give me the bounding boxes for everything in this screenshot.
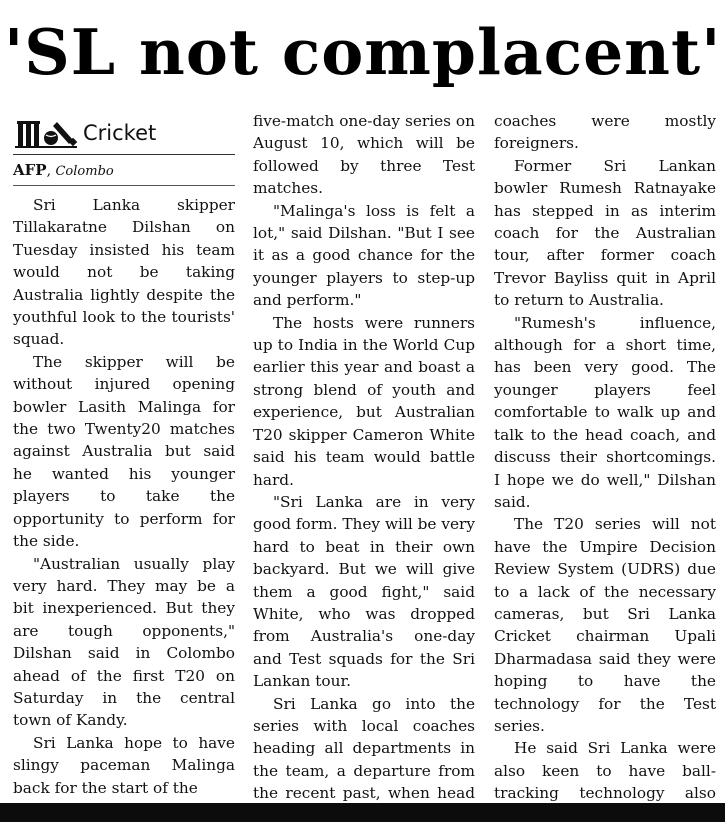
article-column-2 <box>253 110 475 802</box>
paragraph: The T20 series will not have the Umpire Decision Review System (UDRS) due to a lack of the necessary cameras, but Sri Lanka Cricket chairman Upali Dharmadasa said they were hoping to have the technology for the Test series. <box>494 515 716 735</box>
article-column-1 <box>13 110 235 802</box>
paragraph: The hosts were runners up to India in the World Cup earlier this year and boast a strong blend of youth and experience, but Australian T20 skipper Cameron White said his team would battle hard. <box>253 313 475 489</box>
page-bottom-edge <box>0 803 725 822</box>
byline <box>13 155 235 186</box>
headline: 'SL not complacent' <box>4 15 722 89</box>
paragraph: "Sri Lanka are in very good form. They will be very hard to beat in their own backyard. But we will give them a good fight," said White, who was dropped from Australia's one-day and Test squads for the Sri Lankan tour. <box>253 492 475 691</box>
paragraph: The skipper will be without injured opening bowler Lasith Malinga for the two Twenty20 matches against Australia but said he wanted his younger players to take the opportunity to perform for the side. <box>13 352 235 551</box>
byline-separator: , <box>46 163 52 179</box>
paragraph: Sri Lanka go into the series with local coaches heading all departments in the team, a departure from the recent past, when head <box>253 694 475 803</box>
paragraph: "Rumesh's influence, although for a short time, has been very good. The younger players feel comfortable to walk up and talk to the head coach, and discuss their shortcomings. I hope we do well," Dilshan said. <box>494 313 716 511</box>
paragraph-continued: five-match one-day series on August 10, which will be followed by three Test matches. <box>253 112 475 198</box>
section-label: Cricket <box>83 121 157 145</box>
paragraph: "Malinga's loss is felt a lot," said Dilshan. "But I see it as a good chance for the younger players to step-up and perform." <box>253 201 475 310</box>
byline-place: Colombo <box>55 164 114 179</box>
paragraph: "Australian usually play very hard. They may be a bit inexperienced. But they are tough opponents," Dilshan said in Colombo ahead of the first T20 on Saturday in the central town of Kandy. <box>13 554 235 730</box>
paragraph: Sri Lanka skipper Tillakaratne Dilshan on Tuesday insisted his team would not be taking Australia lightly despite the youthful look to the tourists' squad. <box>13 196 235 349</box>
paragraph-continued: coaches were mostly foreigners. <box>494 112 716 153</box>
section-kicker <box>13 114 235 155</box>
paragraph: He said Sri Lanka were also keen to have ball-tracking technology also <box>494 739 716 803</box>
paragraph: Sri Lanka hope to have slingy paceman Malinga back for the start of the <box>13 733 235 797</box>
paragraph: Former Sri Lankan bowler Rumesh Ratnayake has stepped in as interim coach for the Australian tour, after former coach Trevor Bayliss quit in April to return to Australia. <box>494 156 716 310</box>
byline-agency: AFP <box>13 161 47 179</box>
cricket-bat-ball-stumps-icon <box>15 118 77 148</box>
article-column-3 <box>494 110 716 802</box>
